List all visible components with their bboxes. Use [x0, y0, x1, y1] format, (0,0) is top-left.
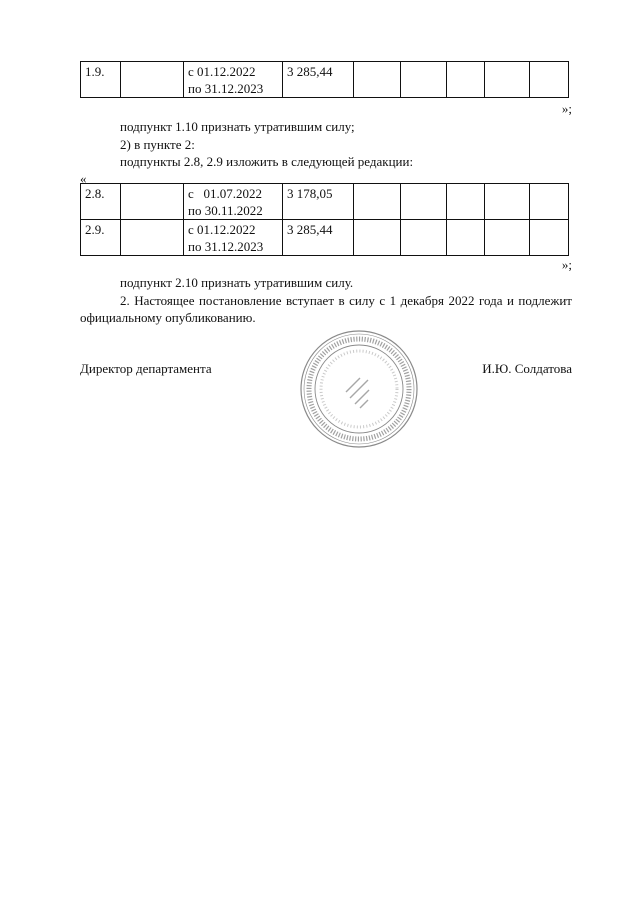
row-number: 1.9. — [81, 62, 121, 98]
closing-quote-1: »; — [561, 101, 572, 116]
tariff-value: 3 178,05 — [283, 184, 354, 220]
table-row — [81, 220, 569, 256]
period-to: по 31.12.2023 — [188, 81, 264, 96]
signature-name: И.Ю. Солдатова — [482, 361, 572, 376]
official-stamp — [298, 328, 420, 450]
period-from: с 01.07.2022 — [188, 186, 263, 201]
paragraph-1: подпункт 1.10 признать утратившим силу; — [120, 119, 355, 134]
row-number: 2.8. — [81, 184, 121, 220]
row-number: 2.9. — [81, 220, 121, 256]
table-1 — [80, 61, 569, 98]
paragraph-3: подпункты 2.8, 2.9 изложить в следующей редакции: — [120, 154, 414, 169]
signature-position: Директор департамента — [80, 361, 212, 376]
table-row — [81, 62, 569, 98]
period-cell — [184, 220, 283, 256]
paragraph-2: 2) в пункте 2: — [120, 137, 195, 152]
paragraph-5: 2. Настоящее постановление вступает в силу с 1 декабря 2022 года и подлежит официальному опубликованию. — [80, 293, 572, 325]
period-to: по 31.12.2023 — [188, 239, 264, 254]
period-from: с 01.12.2022 — [188, 222, 256, 237]
tariff-value: 3 285,44 — [283, 62, 354, 98]
opening-quote-2: « — [80, 171, 87, 186]
table-2 — [80, 183, 569, 256]
period-to: по 30.11.2022 — [188, 203, 263, 218]
table-row — [81, 184, 569, 220]
period-cell — [184, 62, 283, 98]
tariff-value: 3 285,44 — [283, 220, 354, 256]
period-cell — [184, 184, 283, 220]
paragraph-4: подпункт 2.10 признать утратившим силу. — [120, 275, 354, 290]
period-from: с 01.12.2022 — [188, 64, 256, 79]
closing-quote-2: »; — [561, 257, 572, 272]
